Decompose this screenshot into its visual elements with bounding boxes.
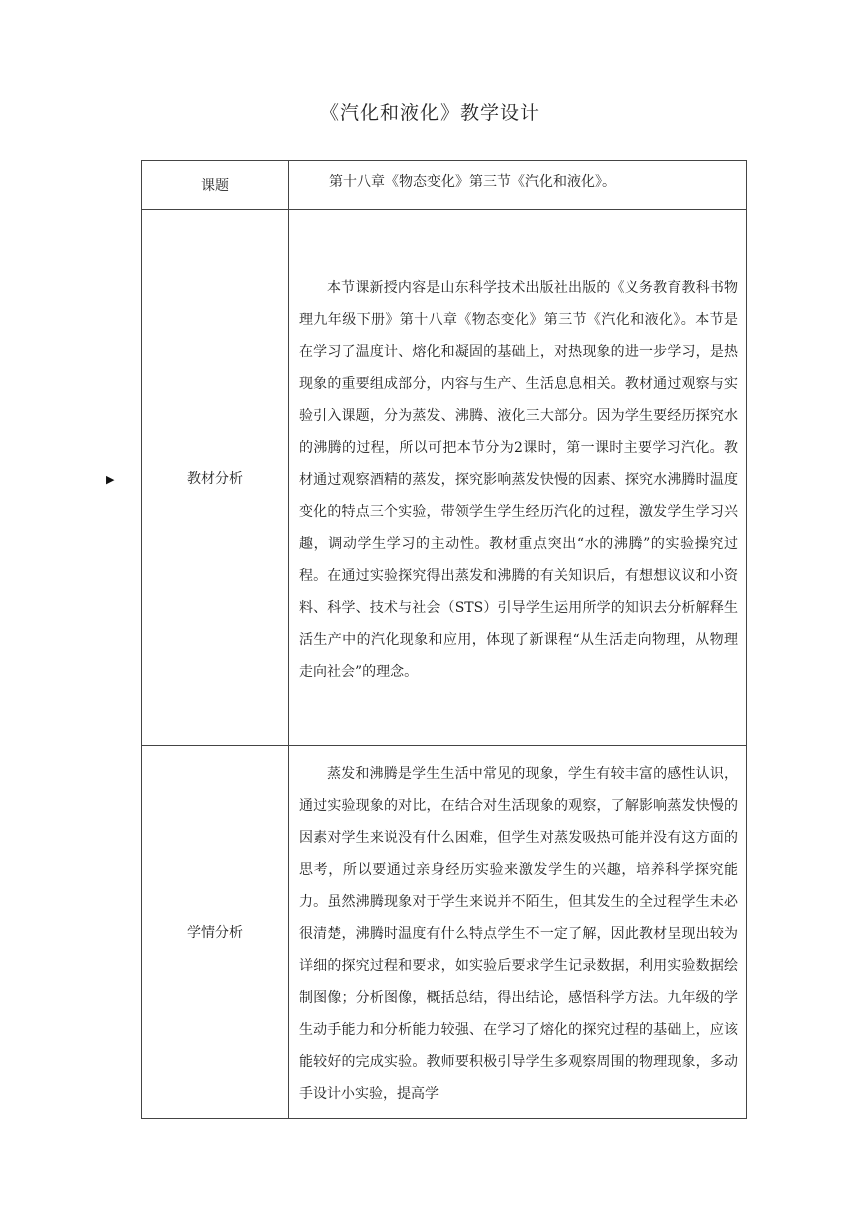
topic-content: 第十八章《物态变化》第三节《汽化和液化》。 (329, 174, 616, 190)
table-row-student-analysis (142, 746, 747, 1119)
lesson-plan-table (141, 160, 747, 1119)
student-analysis-cell (289, 746, 747, 1119)
page-title: 《汽化和液化》教学设计 (319, 102, 540, 124)
table-row-topic (142, 161, 747, 210)
textbook-analysis-label: 教材分析 (142, 210, 289, 746)
student-analysis-content: 蒸发和沸腾是学生生活中常见的现象，学生有较丰富的感性认识，通过实验现象的对比，在结合对生活现象的观察，了解影响蒸发快慢的因素对学生来说没有什么困难，但学生对蒸发吸热可能并没有这方面的思考，所以要通过亲身经历实验来激发学生的兴趣，培养科学探究能力。虽然沸腾现象对于学生来说并不陌生，但其发生的全过程学生未必很清楚，沸腾时温度有什么特点学生不一定了解，因此教材呈现出较为详细的探究过程和要求，如实验后要求学生记录数据，利用实验数据绘制图像；分析图像，概括总结，得出结论，感悟科学方法。九年级的学生动手能力和分析能力较强、在学习了熔化的探究过程的基础上，应该能较好的完成实验。教师要积极引导学生多观察周围的物理现象，多动手设计小实验，提高学 (299, 766, 738, 1102)
topic-cell (289, 161, 747, 210)
student-analysis-label: 学情分析 (142, 746, 289, 1119)
table-row-textbook-analysis (142, 210, 747, 746)
topic-label: 课题 (142, 161, 289, 210)
play-arrow-icon: ▶ (106, 473, 115, 486)
textbook-analysis-content: 本节课新授内容是山东科学技术出版社出版的《义务教育教科书物理九年级下册》第十八章《物态变化》第三节《汽化和液化》。本节是在学习了温度计、熔化和凝固的基础上，对热现象的进一步学习，是热现象的重要组成部分，内容与生产、生活息息相关。教材通过观察与实验引入课题，分为蒸发、沸腾、液化三大部分。因为学生要经历探究水的沸腾的过程，所以可把本节分为2课时，第一课时主要学习汽化。教材通过观察酒精的蒸发，探究影响蒸发快慢的因素、探究水沸腾时温度变化的特点三个实验，带领学生学生经历汽化的过程，激发学生学习兴趣，调动学生学习的主动性。教材重点突出“水的沸腾”的实验操究过程。在通过实验探究得出蒸发和沸腾的有关知识后，有想想议议和小资料、科学、技术与社会（STS）引导学生运用所学的知识去分析解释生活生产中的汽化现象和应用，体现了新课程“从生活走向物理，从物理走向社会”的理念。 (299, 279, 738, 680)
textbook-analysis-cell (289, 210, 747, 746)
